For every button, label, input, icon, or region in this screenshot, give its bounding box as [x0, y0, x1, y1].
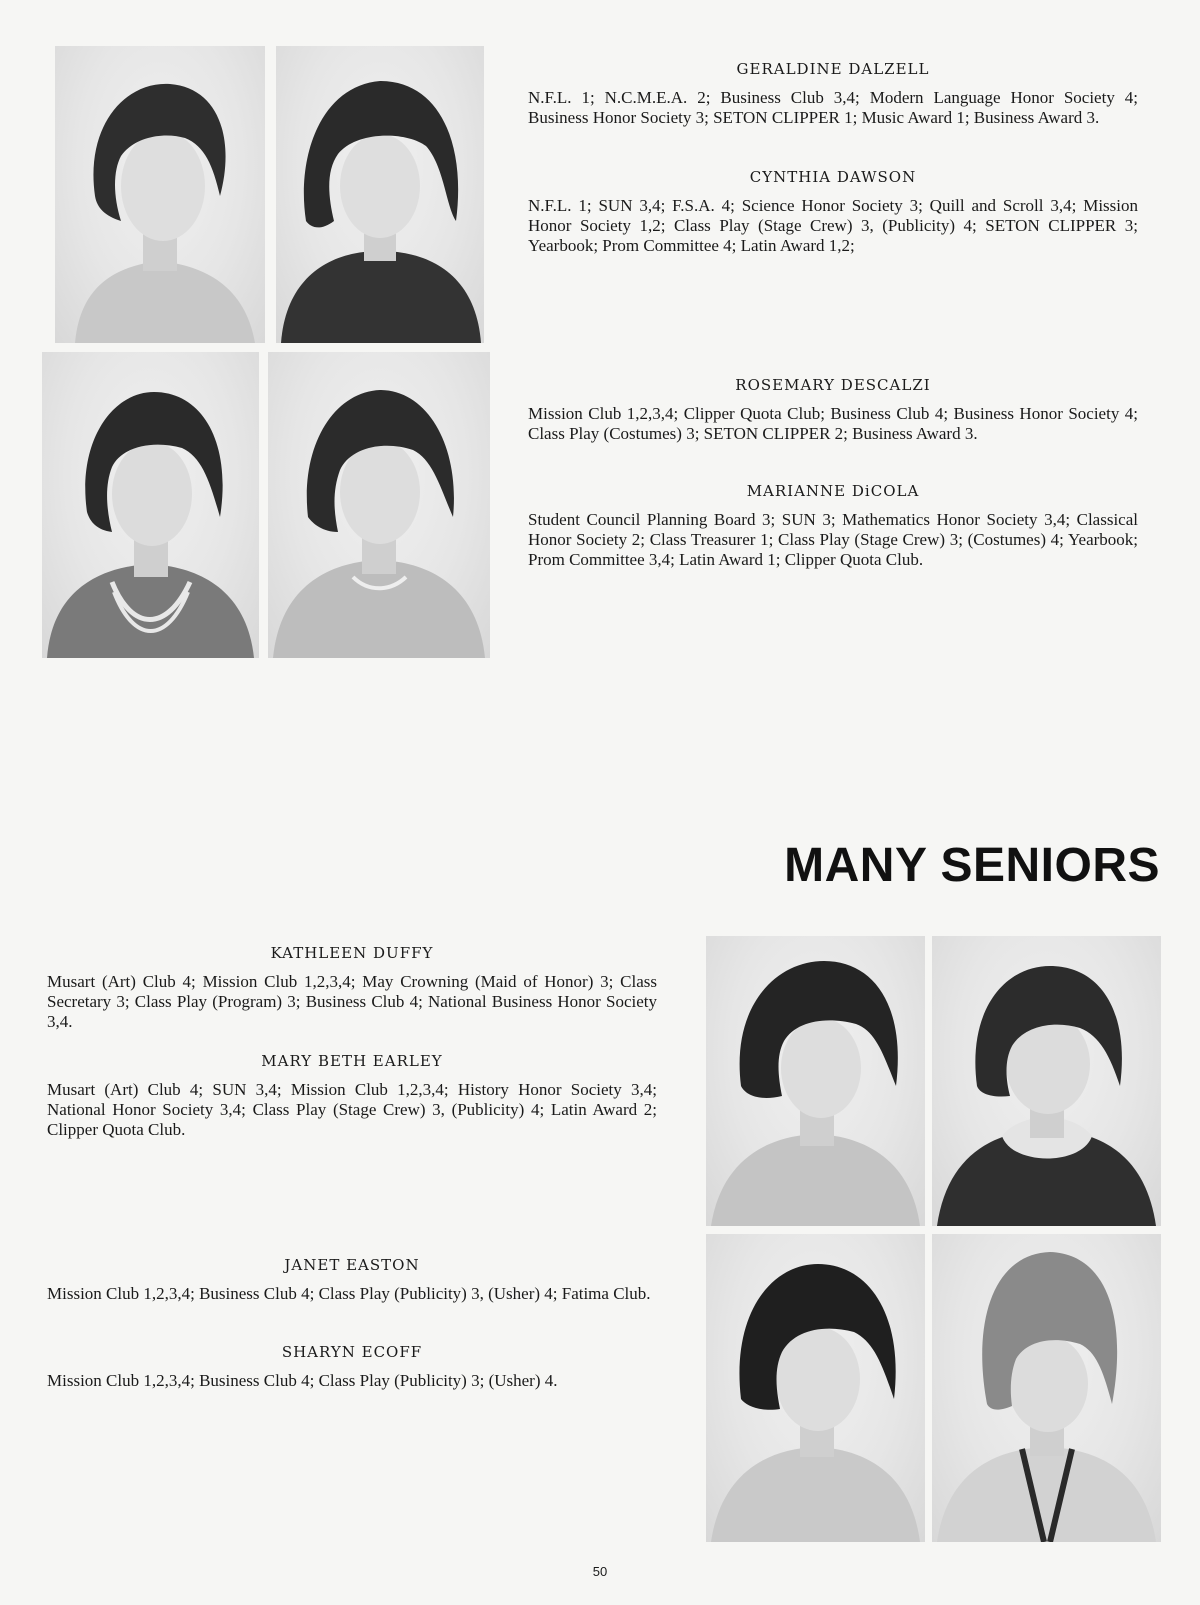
senior-name: MARY BETH EARLEY — [261, 1052, 443, 1070]
page-heading: MANY SENIORS — [784, 839, 1160, 892]
senior-name: ROSEMARY DESCALZI — [735, 376, 931, 394]
portrait-easton — [706, 1234, 925, 1542]
senior-name: MARIANNE DiCOLA — [746, 482, 920, 500]
portrait-dicola — [268, 352, 490, 658]
page-number: 50 — [592, 1564, 608, 1579]
senior-activities: N.F.L. 1; N.C.M.E.A. 2; Business Club 3,4; Modern Language Honor Society 4; Business Honor Society 3; SETON CLIPPER 1; Music Award 1; Business Award 3. — [528, 88, 1138, 127]
senior-name: SHARYN ECOFF — [281, 1343, 423, 1361]
portrait-ecoff — [932, 1234, 1161, 1542]
senior-name: GERALDINE DALZELL — [736, 60, 930, 78]
portrait-dalzell — [55, 46, 265, 343]
senior-activities: Mission Club 1,2,3,4; Business Club 4; Class Play (Publicity) 3; (Usher) 4. — [47, 1371, 558, 1390]
senior-activities: Mission Club 1,2,3,4; Clipper Quota Club; Business Club 4; Business Honor Society 4; Class Play (Costumes) 3; SETON CLIPPER 2; Business Award 3. — [528, 404, 1138, 443]
senior-activities: Musart (Art) Club 4; Mission Club 1,2,3,4; May Crowning (Maid of Honor) 3; Class Secretary 3; Class Play (Program) 3; Business Club 4; National Business Honor Society 3,4. — [47, 972, 657, 1031]
senior-entry-dawson — [528, 168, 1138, 256]
senior-entry-ecoff — [47, 1343, 657, 1391]
senior-entry-easton — [47, 1256, 657, 1304]
portrait-earley — [932, 936, 1161, 1226]
senior-entry-dicola — [528, 482, 1138, 570]
portrait-dawson — [276, 46, 484, 343]
senior-activities: Student Council Planning Board 3; SUN 3; Mathematics Honor Society 3,4; Classical Honor Society 2; Class Treasurer 1; Class Play (Stage Crew) 3; (Costumes) 4; Yearbook; Prom Committee 3,4; Latin Award 1; Clipper Quota Club. — [528, 510, 1138, 569]
senior-entry-descalzi — [528, 376, 1138, 444]
portrait-descalzi — [42, 352, 259, 658]
senior-name: CYNTHIA DAWSON — [749, 168, 917, 186]
senior-name: KATHLEEN DUFFY — [270, 944, 434, 962]
senior-activities: Mission Club 1,2,3,4; Business Club 4; Class Play (Publicity) 3, (Usher) 4; Fatima Club. — [47, 1284, 651, 1303]
senior-activities: N.F.L. 1; SUN 3,4; F.S.A. 4; Science Honor Society 3; Quill and Scroll 3,4; Mission Honor Society 1,2; Class Play (Stage Crew) 3, (Publicity) 4; SETON CLIPPER 3; Yearbook; Prom Committee 4; Latin Award 1,2; — [528, 196, 1138, 255]
senior-entry-dalzell — [528, 60, 1138, 128]
senior-entry-duffy — [47, 944, 657, 1032]
portrait-duffy — [706, 936, 925, 1226]
senior-activities: Musart (Art) Club 4; SUN 3,4; Mission Club 1,2,3,4; History Honor Society 3,4; National Honor Society 3,4; Class Play (Stage Crew) 3, (Publicity) 4; Latin Award 2; Clipper Quota Club. — [47, 1080, 657, 1139]
senior-entry-earley — [47, 1052, 657, 1140]
senior-name: JANET EASTON — [284, 1256, 420, 1274]
